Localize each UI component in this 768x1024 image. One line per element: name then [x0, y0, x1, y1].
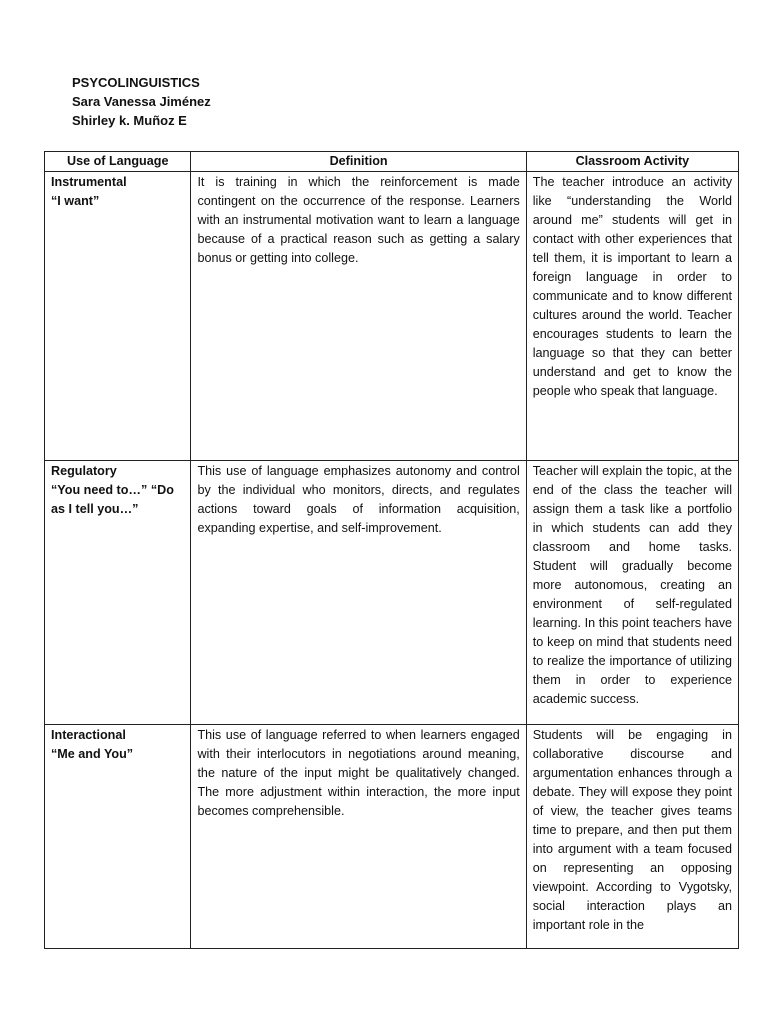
- use-phrase: “Me and You”: [51, 747, 134, 761]
- table-header-row: [45, 152, 739, 172]
- use-cell: [45, 725, 191, 949]
- column-header-activity: Classroom Activity: [526, 152, 738, 172]
- use-cell: [45, 172, 191, 461]
- activity-cell: Teacher will explain the topic, at the end of the class the teacher will assign them a task like a portfolio in which students can add they classroom and home tasks. Student will gradually become more autonomous, creating an environment of self-regulated learning. In this point teachers have to keep on mind that students need to realize the importance of utilizing them in order to experience academic success.: [526, 461, 738, 725]
- use-name: Instrumental: [51, 175, 127, 189]
- author-name: Shirley k. Muñoz E: [72, 113, 187, 128]
- use-phrase: “I want”: [51, 194, 100, 208]
- definition-cell: It is training in which the reinforcement is made contingent on the occurrence of the response. Learners with an instrumental motivation want to learn a language because of a practical reason such as getting a salary bonus or getting into college.: [191, 172, 526, 461]
- definition-cell: This use of language referred to when learners engaged with their interlocutors in negotiations around meaning, the nature of the input might be qualitatively changed. The more adjustment within interaction, the more input becomes comprehensible.: [191, 725, 526, 949]
- table-row: [45, 172, 739, 461]
- table-row: [45, 461, 739, 725]
- table-row: [45, 725, 739, 949]
- document-header: [72, 73, 211, 130]
- activity-cell: Students will be engaging in collaborative discourse and argumentation enhances through a debate. They will expose they point of view, the teacher gives teams time to prepare, and then put them into argument with a team focused on representing an opposing viewpoint. According to Vygotsky, social interaction plays an important role in the: [526, 725, 738, 949]
- use-name: Interactional: [51, 728, 126, 742]
- column-header-definition: Definition: [191, 152, 526, 172]
- definition-cell: This use of language emphasizes autonomy and control by the individual who monitors, directs, and regulates actions toward goals of information acquisition, expanding expertise, and self-improvement.: [191, 461, 526, 725]
- author-name: Sara Vanessa Jiménez: [72, 94, 211, 109]
- activity-cell: The teacher introduce an activity like “understanding the World around me” students will get in contact with other experiences that tell them, it is important to learn a foreign language in order to communicate and to know different cultures around the world. Teacher encourages students to learn the language so that they can better understand and get to know the people who speak that language.: [526, 172, 738, 461]
- use-cell: [45, 461, 191, 725]
- language-uses-table: [44, 151, 739, 949]
- use-phrase: “You need to…” “Do as I tell you…”: [51, 483, 174, 516]
- course-title: PSYCOLINGUISTICS: [72, 75, 200, 90]
- use-name: Regulatory: [51, 464, 117, 478]
- column-header-use: Use of Language: [45, 152, 191, 172]
